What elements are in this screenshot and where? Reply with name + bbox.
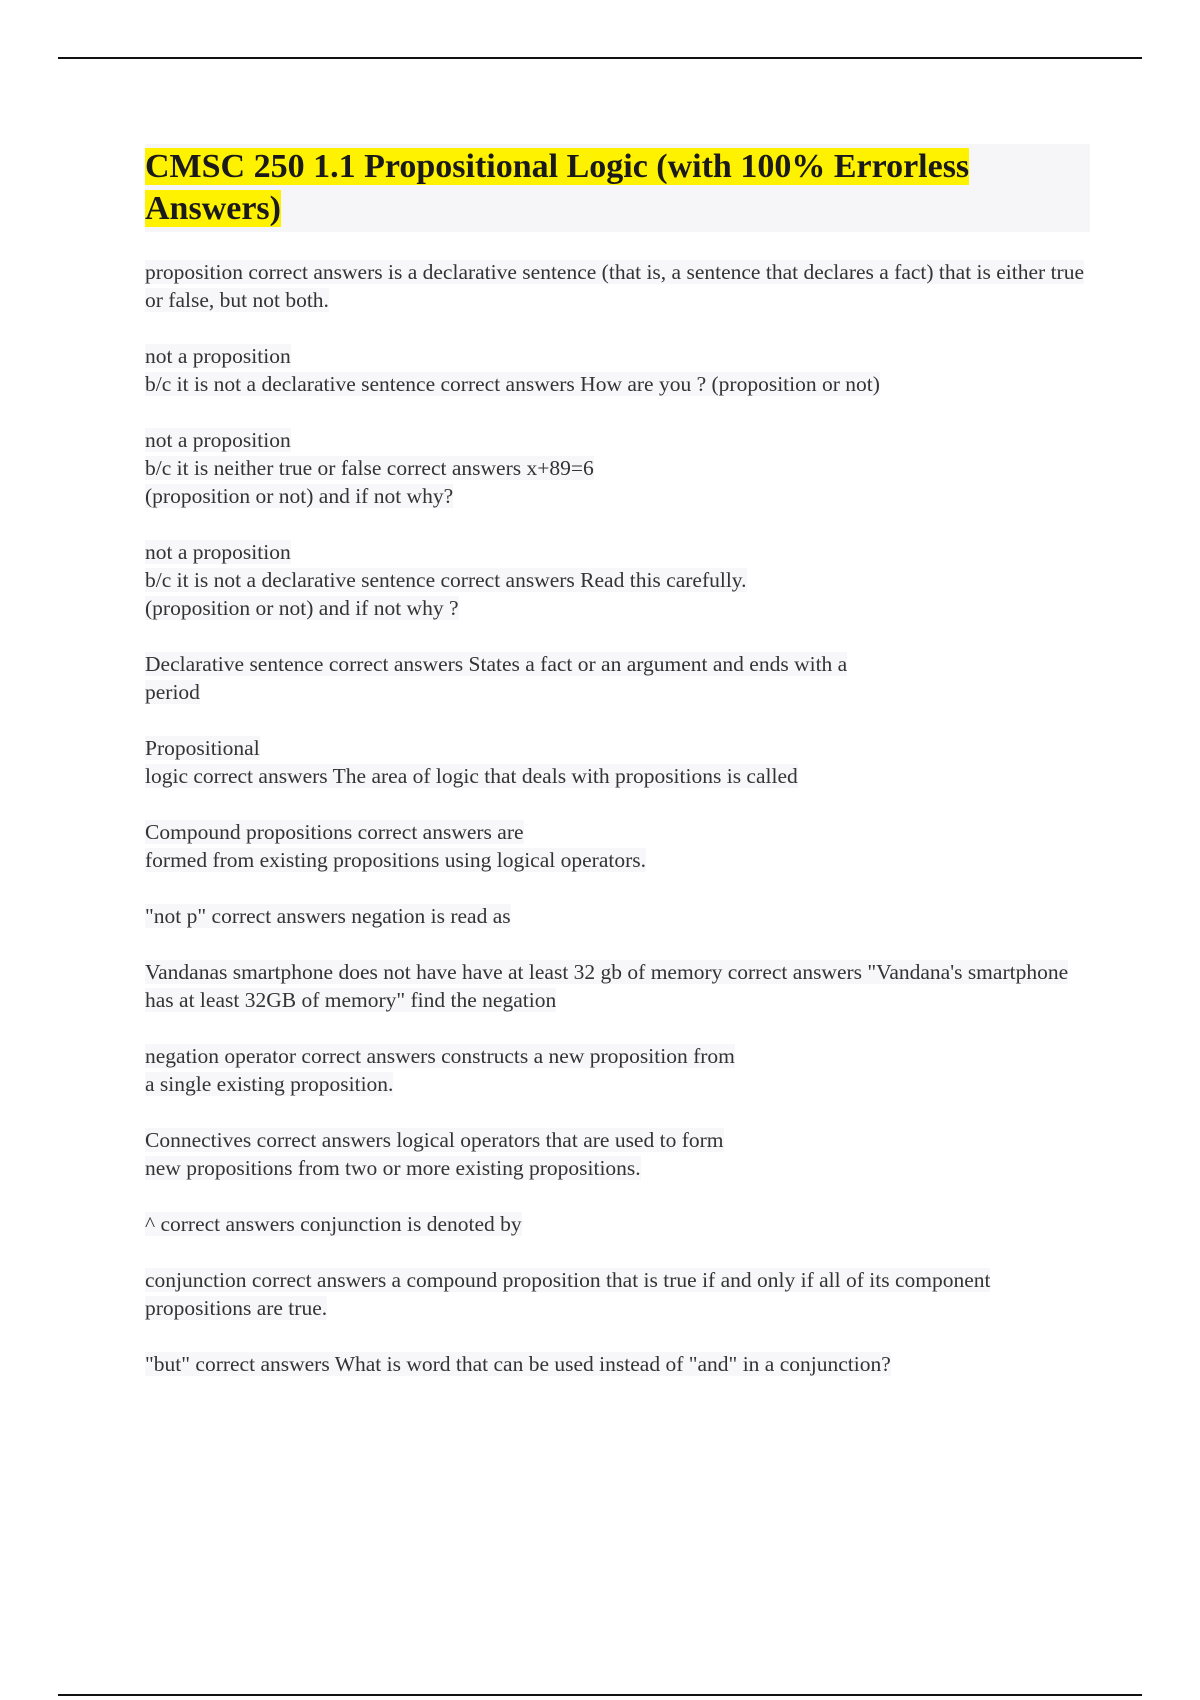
- entry-line: [145, 846, 1090, 874]
- entry-line: [145, 454, 1090, 482]
- entry-line: [145, 566, 1090, 594]
- qa-entry: [145, 1266, 1090, 1322]
- qa-entry: [145, 426, 1090, 510]
- bottom-divider: [58, 1694, 1142, 1696]
- title-highlight: CMSC 250 1.1 Propositional Logic (with 100% Errorless Answers): [145, 148, 970, 227]
- entry-line-text: Declarative sentence correct answers States a fact or an argument and ends with a: [145, 652, 848, 676]
- entry-line: [145, 818, 1090, 846]
- qa-entry: [145, 1350, 1090, 1378]
- entry-line: [145, 342, 1090, 370]
- entry-line: [145, 1154, 1090, 1182]
- entry-line: [145, 1042, 1090, 1070]
- entry-line-text: Propositional: [145, 736, 260, 760]
- entry-line-text: (proposition or not) and if not why?: [145, 484, 454, 508]
- qa-entry: [145, 818, 1090, 874]
- entry-line-text: Vandanas smartphone does not have have at least 32 gb of memory correct answers "Vandana's smartphone has at least 32GB of memory" find the negation: [145, 960, 1069, 1012]
- entry-line: [145, 426, 1090, 454]
- entry-line: [145, 286, 1090, 314]
- top-divider: [58, 57, 1142, 59]
- entry-line-text: Compound propositions correct answers are: [145, 820, 524, 844]
- entry-line-text: logic correct answers The area of logic that deals with propositions is called: [145, 764, 798, 788]
- entry-line: [145, 1210, 1090, 1238]
- entry-line-text: formed from existing propositions using logical operators.: [145, 848, 646, 872]
- entry-line: [145, 594, 1090, 622]
- entry-line: [145, 650, 1090, 678]
- qa-entry: [145, 1210, 1090, 1238]
- entry-line: [145, 1266, 1090, 1322]
- entry-line-text: conjunction correct answers a compound proposition that is true if and only if all of its component propositions are true.: [145, 1268, 991, 1320]
- entry-line-text: new propositions from two or more existing propositions.: [145, 1156, 641, 1180]
- entry-line: [145, 370, 1090, 398]
- entry-line: [145, 902, 1090, 930]
- entry-line-text: negation operator correct answers constructs a new proposition from: [145, 1044, 735, 1068]
- qa-entry: [145, 734, 1090, 790]
- entry-line-text: not a proposition: [145, 540, 291, 564]
- entry-line: [145, 678, 1090, 706]
- document-title: [145, 146, 1090, 230]
- title-block: [145, 144, 1090, 232]
- entry-line-text: "but" correct answers What is word that can be used instead of "and" in a conjunction?: [145, 1352, 891, 1376]
- entry-line: [145, 1350, 1090, 1378]
- entry-line-text: not a proposition: [145, 428, 291, 452]
- qa-entry: [145, 958, 1090, 1014]
- qa-entry: [145, 1042, 1090, 1098]
- entry-line-text: not a proposition: [145, 344, 291, 368]
- entry-line-text: ^ correct answers conjunction is denoted by: [145, 1212, 522, 1236]
- entry-line-text: b/c it is not a declarative sentence correct answers Read this carefully.: [145, 568, 747, 592]
- entry-line-text: b/c it is neither true or false correct answers x+89=6: [145, 456, 594, 480]
- entry-line-text: proposition correct answers is a declarative sentence (that is, a sentence that declares a fact) that is either true: [145, 260, 1085, 284]
- entry-line-text: (proposition or not) and if not why ?: [145, 596, 459, 620]
- entry-line-text: a single existing proposition.: [145, 1072, 394, 1096]
- qa-entry: [145, 538, 1090, 622]
- entry-line: [145, 258, 1090, 286]
- qa-entry: [145, 650, 1090, 706]
- document-body: [145, 144, 1090, 1406]
- entry-line-text: b/c it is not a declarative sentence correct answers How are you ? (proposition or not): [145, 372, 880, 396]
- entry-line-text: Connectives correct answers logical operators that are used to form: [145, 1128, 724, 1152]
- entry-list: [145, 258, 1090, 1378]
- qa-entry: [145, 902, 1090, 930]
- qa-entry: [145, 258, 1090, 314]
- qa-entry: [145, 342, 1090, 398]
- entry-line-text: period: [145, 680, 200, 704]
- entry-line: [145, 734, 1090, 762]
- entry-line: [145, 1126, 1090, 1154]
- entry-line: [145, 1070, 1090, 1098]
- entry-line: [145, 762, 1090, 790]
- entry-line: [145, 958, 1090, 1014]
- entry-line: [145, 482, 1090, 510]
- qa-entry: [145, 1126, 1090, 1182]
- entry-line-text: "not p" correct answers negation is read as: [145, 904, 511, 928]
- entry-line-text: or false, but not both.: [145, 288, 329, 312]
- entry-line: [145, 538, 1090, 566]
